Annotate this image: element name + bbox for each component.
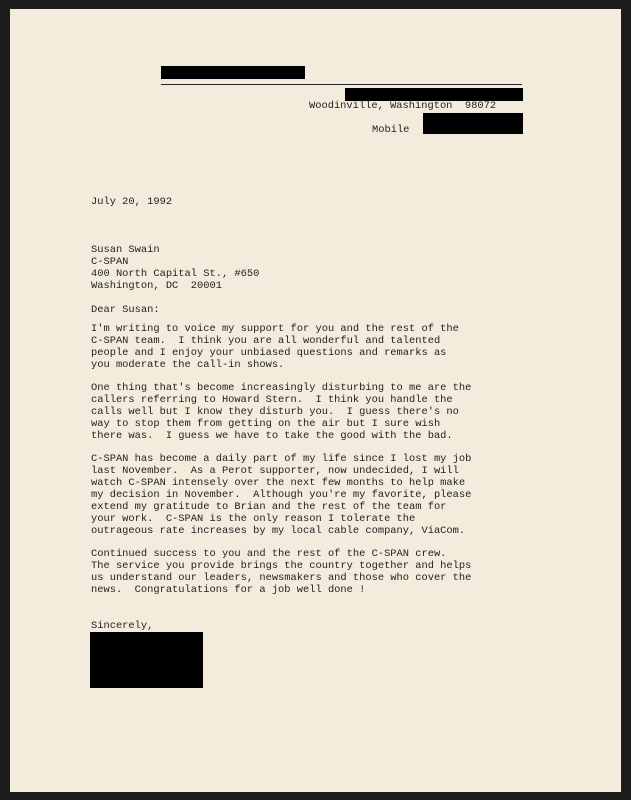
closing: Sincerely, (91, 620, 154, 632)
body-line: C-SPAN team. I think you are all wonderful and talented (91, 335, 441, 347)
redacted-mobile-number (423, 113, 523, 134)
body-line: C-SPAN has become a daily part of my life since I lost my job (91, 453, 472, 465)
body-line: outrageous rate increases by my local cable company, ViaCom. (91, 525, 466, 537)
letter-page (10, 9, 621, 792)
recipient-street: 400 North Capital St., #650 (91, 268, 260, 280)
body-line: people and I enjoy your unbiased questions and remarks as (91, 347, 447, 359)
body-line: calls well but I know they disturb you. I guess there's no (91, 406, 459, 418)
body-line: One thing that's become increasingly disturbing to me are the (91, 382, 472, 394)
body-line: callers referring to Howard Stern. I think you handle the (91, 394, 453, 406)
letterhead-rule (161, 84, 522, 85)
body-line: watch C-SPAN intensely over the next few months to help make (91, 477, 466, 489)
redacted-signature (90, 632, 203, 688)
body-line: us understand our leaders, newsmakers and those who cover the (91, 572, 472, 584)
body-line: extend my gratitude to Brian and the rest of the team for (91, 501, 447, 513)
recipient-name: Susan Swain (91, 244, 160, 256)
body-line: Continued success to you and the rest of the C-SPAN crew. (91, 548, 447, 560)
recipient-city: Washington, DC 20001 (91, 280, 222, 292)
body-line: last November. As a Perot supporter, now undecided, I will (91, 465, 459, 477)
letter-date: July 20, 1992 (91, 196, 173, 208)
body-line: your work. C-SPAN is the only reason I tolerate the (91, 513, 416, 525)
letterhead-mobile-label: Mobile (372, 124, 410, 136)
redacted-name (161, 66, 305, 79)
body-line: there was. I guess we have to take the good with the bad. (91, 430, 453, 442)
letterhead-city-line: Woodinville, Washington 98072 (309, 100, 497, 112)
body-line: The service you provide brings the country together and helps (91, 560, 472, 572)
salutation: Dear Susan: (91, 304, 160, 316)
body-line: way to stop them from getting on the air but I sure wish (91, 418, 441, 430)
body-line: news. Congratulations for a job well done ! (91, 584, 366, 596)
recipient-org: C-SPAN (91, 256, 129, 268)
body-line: you moderate the call-in shows. (91, 359, 285, 371)
body-line: my decision in November. Although you're my favorite, please (91, 489, 472, 501)
body-line: I'm writing to voice my support for you and the rest of the (91, 323, 459, 335)
